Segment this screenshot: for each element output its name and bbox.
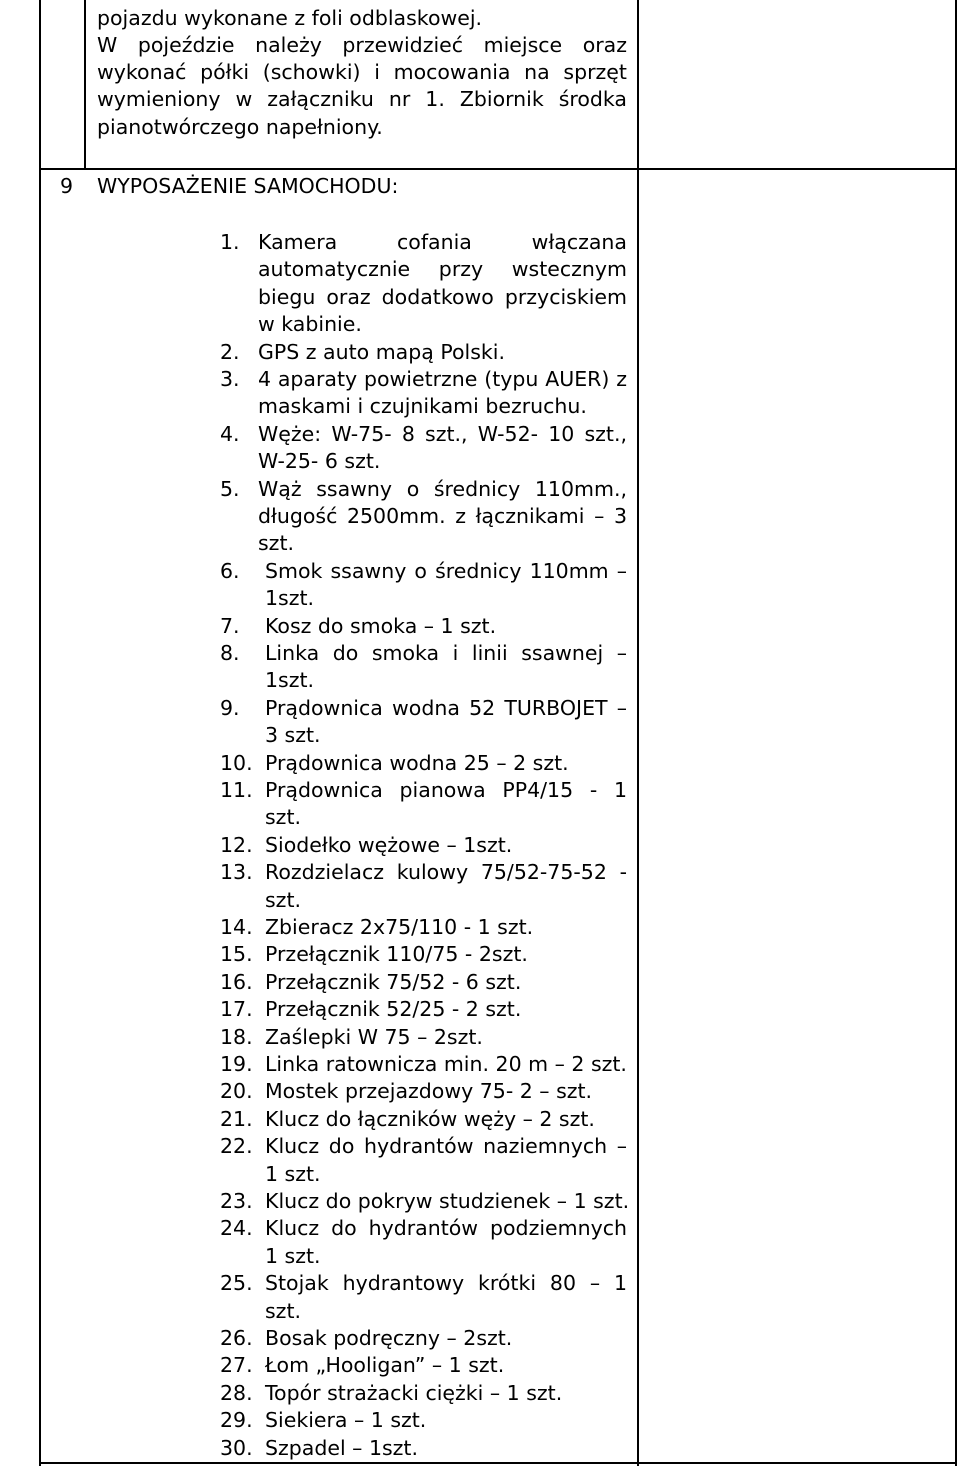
list-item-text-line: biegu oraz dodatkowo przyciskiem <box>258 285 627 309</box>
list-item-number: 5. <box>220 477 240 501</box>
list-item-text-line: szt. <box>258 531 294 555</box>
table-border-right <box>955 0 957 1466</box>
paragraph-line-justified <box>97 85 627 113</box>
list-item-number: 29. <box>220 1408 253 1432</box>
paragraph-word: mocowania <box>393 60 511 84</box>
list-item-text-line: Siodełko wężowe – 1szt. <box>265 833 513 857</box>
list-item-number: 15. <box>220 942 253 966</box>
paragraph-word: środka <box>558 87 627 111</box>
list-item-text-line: Łom „Hooligan” – 1 szt. <box>265 1353 505 1377</box>
list-item-number: 7. <box>220 614 240 638</box>
paragraph-word: miejsce <box>483 33 563 57</box>
list-item-number: 26. <box>220 1326 253 1350</box>
list-item-text-line: Zaślepki W 75 – 2szt. <box>265 1025 483 1049</box>
paragraph-word: i <box>374 60 380 84</box>
paragraph-line: pojazdu wykonane z foli odblaskowej. <box>97 6 483 30</box>
list-item-text-line: Przełącznik 52/25 - 2 szt. <box>265 997 522 1021</box>
table-border-divider-2 <box>637 0 639 1466</box>
list-item-number: 12. <box>220 833 253 857</box>
section-number: 9 <box>60 174 74 198</box>
list-item-text-line: Kamera cofania włączana <box>258 230 627 254</box>
list-item-text-line: automatycznie przy wstecznym <box>258 257 627 281</box>
list-item-number: 27. <box>220 1353 253 1377</box>
list-item-number: 19. <box>220 1052 253 1076</box>
list-item-text-line: Topór strażacki ciężki – 1 szt. <box>265 1381 563 1405</box>
list-item-text-line: Zbieracz 2x75/110 - 1 szt. <box>265 915 534 939</box>
list-item-text-line: Mostek przejazdowy 75- 2 – szt. <box>265 1079 593 1103</box>
list-item-text-line: 4 aparaty powietrzne (typu AUER) z <box>258 367 627 391</box>
list-item-number: 1. <box>220 230 240 254</box>
list-item-number: 2. <box>220 340 240 364</box>
paragraph-word: załączniku <box>267 87 374 111</box>
list-item-text-line: 1szt. <box>265 668 315 692</box>
paragraph-word: pojeździe <box>137 33 235 57</box>
list-item-text-line: szt. <box>265 1299 301 1323</box>
paragraph-word: wymieniony <box>97 87 221 111</box>
list-item-number: 24. <box>220 1216 253 1240</box>
list-item-number: 4. <box>220 422 240 446</box>
list-item-text-line: Klucz do łączników węży – 2 szt. <box>265 1107 595 1131</box>
list-item-text-line: w kabinie. <box>258 312 362 336</box>
paragraph-word: (schowki) <box>262 60 361 84</box>
list-item-number: 21. <box>220 1107 253 1131</box>
list-item-text-line: Klucz do hydrantów naziemnych – <box>265 1134 627 1158</box>
list-item-text-line: Szpadel – 1szt. <box>265 1436 418 1460</box>
list-item-text-line: Prądownica pianowa PP4/15 - 1 <box>265 778 627 802</box>
paragraph-line: pianotwórczego napełniony. <box>97 115 383 139</box>
list-item-number: 23. <box>220 1189 253 1213</box>
list-item-number: 28. <box>220 1381 253 1405</box>
list-item-number: 25. <box>220 1271 253 1295</box>
paragraph-word: sprzęt <box>563 60 627 84</box>
list-item-number: 6. <box>220 559 240 583</box>
list-item-number: 16. <box>220 970 253 994</box>
list-item-text-line: 3 szt. <box>265 723 321 747</box>
list-item-text-line: Przełącznik 75/52 - 6 szt. <box>265 970 522 994</box>
list-item-text-line: maskami i czujnikami bezruchu. <box>258 394 587 418</box>
table-border-bottom <box>39 1462 957 1464</box>
list-item-number: 11. <box>220 778 253 802</box>
paragraph-line-justified <box>97 58 627 86</box>
list-item-number: 14. <box>220 915 253 939</box>
list-item-text-line: Bosak podręczny – 2szt. <box>265 1326 513 1350</box>
list-item-text-line: Przełącznik 110/75 - 2szt. <box>265 942 528 966</box>
list-item-text-line: Siekiera – 1 szt. <box>265 1408 427 1432</box>
paragraph-word: należy <box>255 33 322 57</box>
list-item-text-line: Prądownica wodna 52 TURBOJET – <box>265 696 627 720</box>
list-item-text-line: Linka do smoka i linii ssawnej – <box>265 641 627 665</box>
list-item-text-line: Linka ratownicza min. 20 m – 2 szt. <box>265 1052 627 1076</box>
list-item-text-line: 1szt. <box>265 586 315 610</box>
list-item-number: 9. <box>220 696 240 720</box>
table-border-left <box>39 0 41 1466</box>
paragraph-word: półki <box>200 60 250 84</box>
table-border-divider-1 <box>84 0 86 168</box>
list-item-text-line: GPS z auto mapą Polski. <box>258 340 505 364</box>
paragraph-word: wykonać <box>97 60 187 84</box>
paragraph-word: przewidzieć <box>342 33 464 57</box>
paragraph-word: nr <box>388 87 411 111</box>
list-item-number: 20. <box>220 1079 253 1103</box>
list-item-number: 8. <box>220 641 240 665</box>
list-item-text-line: Prądownica wodna 25 – 2 szt. <box>265 751 569 775</box>
list-item-text-line: Wąż ssawny o średnicy 110mm., <box>258 477 627 501</box>
list-item-number: 22. <box>220 1134 253 1158</box>
list-item-text-line: 1 szt. <box>265 1162 321 1186</box>
table-row-separator <box>39 168 957 170</box>
section-title: WYPOSAŻENIE SAMOCHODU: <box>97 174 399 198</box>
list-item-text-line: długość 2500mm. z łącznikami – 3 <box>258 504 627 528</box>
paragraph-word: oraz <box>582 33 627 57</box>
list-item-text-line: szt. <box>265 805 301 829</box>
list-item-text-line: Rozdzielacz kulowy 75/52-75-52 - <box>265 860 627 884</box>
list-item-text-line: 1 szt. <box>265 1244 321 1268</box>
paragraph-word: na <box>524 60 550 84</box>
paragraph-line-justified <box>97 31 627 59</box>
list-item-text-line: szt. <box>265 888 301 912</box>
list-item-text-line: Klucz do hydrantów podziemnych <box>265 1216 627 1240</box>
list-item-text-line: Węże: W-75- 8 szt., W-52- 10 szt., <box>258 422 627 446</box>
paragraph-word: w <box>235 87 253 111</box>
list-item-text-line: Klucz do pokryw studzienek – 1 szt. <box>265 1189 630 1213</box>
list-item-number: 10. <box>220 751 253 775</box>
list-item-text-line: Smok ssawny o średnicy 110mm – <box>265 559 627 583</box>
list-item-number: 3. <box>220 367 240 391</box>
list-item-number: 18. <box>220 1025 253 1049</box>
list-item-number: 17. <box>220 997 253 1021</box>
list-item-text-line: Kosz do smoka – 1 szt. <box>265 614 497 638</box>
list-item-text-line: Stojak hydrantowy krótki 80 – 1 <box>265 1271 627 1295</box>
paragraph-word: 1. <box>425 87 445 111</box>
paragraph-word: W <box>97 33 118 57</box>
list-item-number: 30. <box>220 1436 253 1460</box>
list-item-number: 13. <box>220 860 253 884</box>
paragraph-word: Zbiornik <box>459 87 544 111</box>
list-item-text-line: W-25- 6 szt. <box>258 449 381 473</box>
